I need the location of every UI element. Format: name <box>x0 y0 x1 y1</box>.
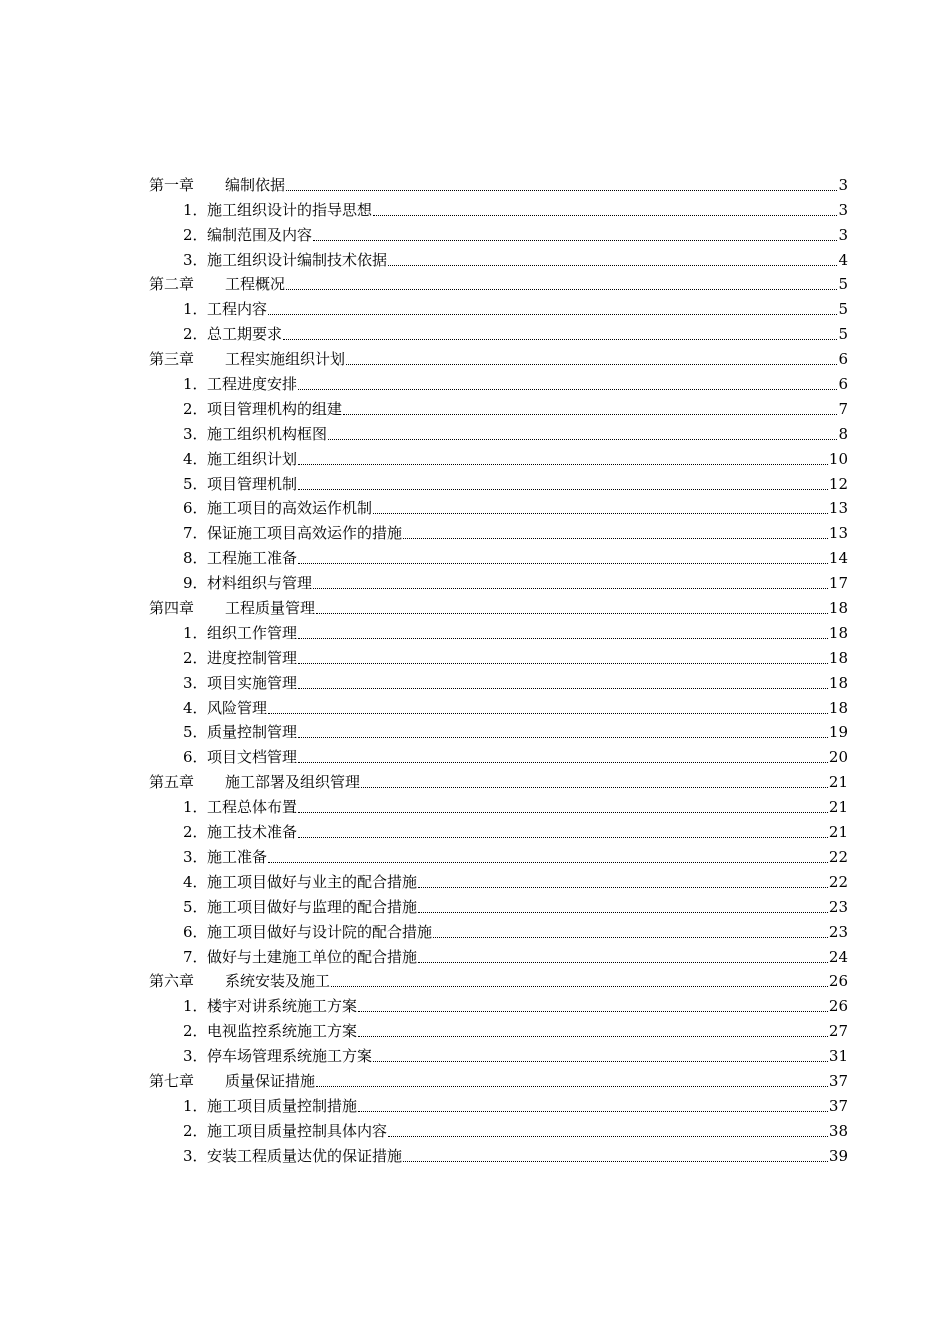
toc-page-number: 12 <box>828 474 848 493</box>
toc-section-entry[interactable] <box>149 817 848 842</box>
toc-chapter-entry[interactable] <box>149 767 848 792</box>
toc-chapter-entry[interactable] <box>149 170 848 195</box>
toc-dot-leader <box>298 662 828 664</box>
toc-chapter-number: 第一章 <box>149 175 195 194</box>
toc-dot-leader <box>286 288 837 290</box>
toc-dot-leader <box>403 1160 828 1162</box>
toc-chapter-number: 第二章 <box>149 275 195 294</box>
toc-page-number: 23 <box>828 922 848 941</box>
toc-section-number: 4． <box>183 872 208 891</box>
toc-section-number: 3． <box>183 250 208 269</box>
toc-entry-title: 安装工程质量达优的保证措施 <box>207 1146 403 1165</box>
toc-section-entry[interactable] <box>149 942 848 967</box>
toc-section-entry[interactable] <box>149 842 848 867</box>
toc-entry-title: 项目管理机制 <box>207 474 298 493</box>
toc-page-number: 3 <box>838 200 848 219</box>
toc-section-number: 1． <box>183 200 208 219</box>
toc-page-number: 3 <box>838 175 848 194</box>
toc-section-number: 2． <box>183 648 208 667</box>
toc-dot-leader <box>433 936 828 938</box>
toc-page-number: 6 <box>838 375 848 394</box>
toc-section-entry[interactable] <box>149 319 848 344</box>
toc-dot-leader <box>298 637 828 639</box>
toc-dot-leader <box>331 985 828 987</box>
toc-section-entry[interactable] <box>149 917 848 942</box>
toc-chapter-entry[interactable] <box>149 270 848 295</box>
toc-section-number: 6． <box>183 499 208 518</box>
toc-section-entry[interactable] <box>149 220 848 245</box>
toc-section-number: 7． <box>183 524 208 543</box>
toc-dot-leader <box>298 836 828 838</box>
toc-section-number: 5． <box>183 723 208 742</box>
toc-section-entry[interactable] <box>149 643 848 668</box>
toc-dot-leader <box>298 811 828 813</box>
toc-chapter-entry[interactable] <box>149 967 848 992</box>
toc-page-number: 21 <box>828 773 848 792</box>
toc-entry-title: 工程概况 <box>225 275 286 294</box>
table-of-contents <box>149 170 848 1166</box>
toc-section-number: 1． <box>183 375 208 394</box>
toc-dot-leader <box>313 587 828 589</box>
toc-page-number: 5 <box>838 325 848 344</box>
toc-section-entry[interactable] <box>149 742 848 767</box>
toc-section-number: 2． <box>183 225 208 244</box>
toc-dot-leader <box>358 1010 828 1012</box>
toc-page-number: 24 <box>828 947 848 966</box>
toc-section-number: 2． <box>183 1022 208 1041</box>
toc-page-number: 23 <box>828 897 848 916</box>
toc-section-number: 3． <box>183 673 208 692</box>
toc-section-number: 8． <box>183 549 208 568</box>
toc-page-number: 3 <box>838 225 848 244</box>
toc-page-number: 22 <box>828 847 848 866</box>
toc-chapter-entry[interactable] <box>149 593 848 618</box>
toc-entry-title: 工程进度安排 <box>207 375 298 394</box>
toc-dot-leader <box>418 911 828 913</box>
toc-page-number: 10 <box>828 449 848 468</box>
toc-section-number: 1． <box>183 798 208 817</box>
toc-chapter-number: 第四章 <box>149 599 195 618</box>
toc-dot-leader <box>418 886 828 888</box>
toc-page-number: 31 <box>828 1047 848 1066</box>
toc-page-number: 37 <box>828 1096 848 1115</box>
toc-section-entry[interactable] <box>149 618 848 643</box>
toc-dot-leader <box>298 562 828 564</box>
toc-entry-title: 编制范围及内容 <box>207 225 313 244</box>
toc-entry-title: 施工组织机构框图 <box>207 424 328 443</box>
toc-section-number: 1． <box>183 1096 208 1115</box>
toc-entry-title: 施工组织设计编制技术依据 <box>207 250 388 269</box>
toc-entry-title: 施工项目做好与监理的配合措施 <box>207 897 418 916</box>
toc-section-entry[interactable] <box>149 668 848 693</box>
toc-page-number: 18 <box>828 698 848 717</box>
toc-section-number: 7． <box>183 947 208 966</box>
toc-page-number: 4 <box>838 250 848 269</box>
toc-section-entry[interactable] <box>149 792 848 817</box>
toc-section-entry[interactable] <box>149 693 848 718</box>
toc-dot-leader <box>346 363 837 365</box>
toc-page-number: 6 <box>838 350 848 369</box>
toc-section-entry[interactable] <box>149 718 848 743</box>
toc-entry-title: 施工准备 <box>207 847 268 866</box>
toc-section-number: 3． <box>183 424 208 443</box>
toc-dot-leader <box>343 413 837 415</box>
toc-section-number: 2． <box>183 1121 208 1140</box>
toc-entry-title: 施工项目质量控制具体内容 <box>207 1121 388 1140</box>
toc-entry-title: 项目实施管理 <box>207 673 298 692</box>
toc-section-number: 2． <box>183 325 208 344</box>
toc-section-number: 3． <box>183 1047 208 1066</box>
toc-entry-title: 施工项目质量控制措施 <box>207 1096 358 1115</box>
toc-page-number: 17 <box>828 574 848 593</box>
toc-dot-leader <box>373 512 828 514</box>
toc-section-entry[interactable] <box>149 245 848 270</box>
toc-section-entry[interactable] <box>149 494 848 519</box>
toc-dot-leader <box>388 264 837 266</box>
toc-section-number: 1． <box>183 997 208 1016</box>
toc-page-number: 26 <box>828 972 848 991</box>
toc-entry-title: 施工技术准备 <box>207 823 298 842</box>
toc-chapter-number: 第六章 <box>149 972 195 991</box>
toc-dot-leader <box>268 861 828 863</box>
toc-entry-title: 风险管理 <box>207 698 268 717</box>
toc-entry-title: 材料组织与管理 <box>207 574 313 593</box>
toc-chapter-entry[interactable] <box>149 1066 848 1091</box>
toc-page-number: 8 <box>838 424 848 443</box>
toc-section-entry[interactable] <box>149 568 848 593</box>
toc-entry-title: 工程实施组织计划 <box>225 350 346 369</box>
toc-chapter-entry[interactable] <box>149 344 848 369</box>
toc-dot-leader <box>316 1085 828 1087</box>
toc-section-entry[interactable] <box>149 419 848 444</box>
toc-entry-title: 施工部署及组织管理 <box>225 773 361 792</box>
toc-dot-leader <box>418 961 828 963</box>
toc-entry-title: 楼宇对讲系统施工方案 <box>207 997 358 1016</box>
toc-chapter-number: 第三章 <box>149 350 195 369</box>
toc-page-number: 38 <box>828 1121 848 1140</box>
toc-page-number: 26 <box>828 997 848 1016</box>
toc-section-entry[interactable] <box>149 195 848 220</box>
toc-entry-title: 组织工作管理 <box>207 623 298 642</box>
toc-entry-title: 施工项目的高效运作机制 <box>207 499 373 518</box>
toc-entry-title: 工程总体布置 <box>207 798 298 817</box>
toc-section-entry[interactable] <box>149 991 848 1016</box>
toc-section-entry[interactable] <box>149 469 848 494</box>
toc-dot-leader <box>373 1060 828 1062</box>
toc-page-number: 5 <box>838 300 848 319</box>
toc-section-number: 2． <box>183 399 208 418</box>
toc-dot-leader <box>298 687 828 689</box>
toc-page-number: 13 <box>828 524 848 543</box>
toc-section-number: 3． <box>183 847 208 866</box>
toc-dot-leader <box>268 712 828 714</box>
toc-page-number: 19 <box>828 723 848 742</box>
toc-section-number: 5． <box>183 474 208 493</box>
toc-chapter-number: 第五章 <box>149 773 195 792</box>
toc-dot-leader <box>358 1035 828 1037</box>
toc-dot-leader <box>298 736 828 738</box>
toc-entry-title: 施工组织计划 <box>207 449 298 468</box>
toc-section-number: 4． <box>183 698 208 717</box>
toc-entry-title: 施工项目做好与业主的配合措施 <box>207 872 418 891</box>
toc-entry-title: 做好与土建施工单位的配合措施 <box>207 947 418 966</box>
toc-entry-title: 进度控制管理 <box>207 648 298 667</box>
toc-page-number: 37 <box>828 1071 848 1090</box>
toc-chapter-number: 第七章 <box>149 1071 195 1090</box>
toc-section-entry[interactable] <box>149 1091 848 1116</box>
toc-section-number: 5． <box>183 897 208 916</box>
toc-page-number: 18 <box>828 599 848 618</box>
toc-section-number: 6． <box>183 748 208 767</box>
toc-section-entry[interactable] <box>149 1141 848 1166</box>
toc-section-number: 4． <box>183 449 208 468</box>
toc-entry-title: 工程质量管理 <box>225 599 316 618</box>
toc-entry-title: 工程施工准备 <box>207 549 298 568</box>
toc-dot-leader <box>316 612 828 614</box>
toc-page-number: 20 <box>828 748 848 767</box>
toc-page-number: 14 <box>828 549 848 568</box>
toc-dot-leader <box>361 786 828 788</box>
toc-entry-title: 项目文档管理 <box>207 748 298 767</box>
toc-page-number: 39 <box>828 1146 848 1165</box>
toc-section-number: 1． <box>183 300 208 319</box>
toc-entry-title: 工程内容 <box>207 300 268 319</box>
toc-dot-leader <box>358 1110 828 1112</box>
toc-dot-leader <box>268 313 837 315</box>
toc-dot-leader <box>298 488 828 490</box>
toc-page-number: 21 <box>828 823 848 842</box>
toc-dot-leader <box>328 438 837 440</box>
toc-page-number: 18 <box>828 648 848 667</box>
toc-section-number: 9． <box>183 574 208 593</box>
toc-entry-title: 电视监控系统施工方案 <box>207 1022 358 1041</box>
toc-dot-leader <box>373 214 837 216</box>
toc-section-entry[interactable] <box>149 892 848 917</box>
toc-section-entry[interactable] <box>149 867 848 892</box>
toc-entry-title: 保证施工项目高效运作的措施 <box>207 524 403 543</box>
toc-section-entry[interactable] <box>149 518 848 543</box>
toc-section-entry[interactable] <box>149 1041 848 1066</box>
toc-page-number: 21 <box>828 798 848 817</box>
toc-entry-title: 质量控制管理 <box>207 723 298 742</box>
toc-section-entry[interactable] <box>149 1116 848 1141</box>
toc-entry-title: 编制依据 <box>225 175 286 194</box>
toc-section-entry[interactable] <box>149 369 848 394</box>
toc-page-number: 18 <box>828 623 848 642</box>
toc-dot-leader <box>388 1135 828 1137</box>
toc-entry-title: 系统安装及施工 <box>225 972 331 991</box>
toc-entry-title: 施工项目做好与设计院的配合措施 <box>207 922 433 941</box>
toc-dot-leader <box>313 239 837 241</box>
toc-page-number: 18 <box>828 673 848 692</box>
toc-dot-leader <box>403 537 828 539</box>
toc-section-entry[interactable] <box>149 394 848 419</box>
toc-page-number: 5 <box>838 275 848 294</box>
toc-dot-leader <box>286 189 837 191</box>
toc-section-entry[interactable] <box>149 294 848 319</box>
toc-section-entry[interactable] <box>149 1016 848 1041</box>
toc-section-number: 1． <box>183 623 208 642</box>
toc-entry-title: 项目管理机构的组建 <box>207 399 343 418</box>
toc-page-number: 27 <box>828 1022 848 1041</box>
toc-page-number: 13 <box>828 499 848 518</box>
toc-entry-title: 停车场管理系统施工方案 <box>207 1047 373 1066</box>
toc-entry-title: 施工组织设计的指导思想 <box>207 200 373 219</box>
toc-section-number: 2． <box>183 823 208 842</box>
toc-page-number: 7 <box>838 399 848 418</box>
toc-dot-leader <box>298 463 828 465</box>
toc-section-entry[interactable] <box>149 543 848 568</box>
toc-page-number: 22 <box>828 872 848 891</box>
toc-entry-title: 质量保证措施 <box>225 1071 316 1090</box>
toc-section-number: 3． <box>183 1146 208 1165</box>
toc-dot-leader <box>298 761 828 763</box>
toc-section-entry[interactable] <box>149 444 848 469</box>
toc-dot-leader <box>298 388 837 390</box>
toc-dot-leader <box>283 338 837 340</box>
toc-section-number: 6． <box>183 922 208 941</box>
toc-entry-title: 总工期要求 <box>207 325 283 344</box>
